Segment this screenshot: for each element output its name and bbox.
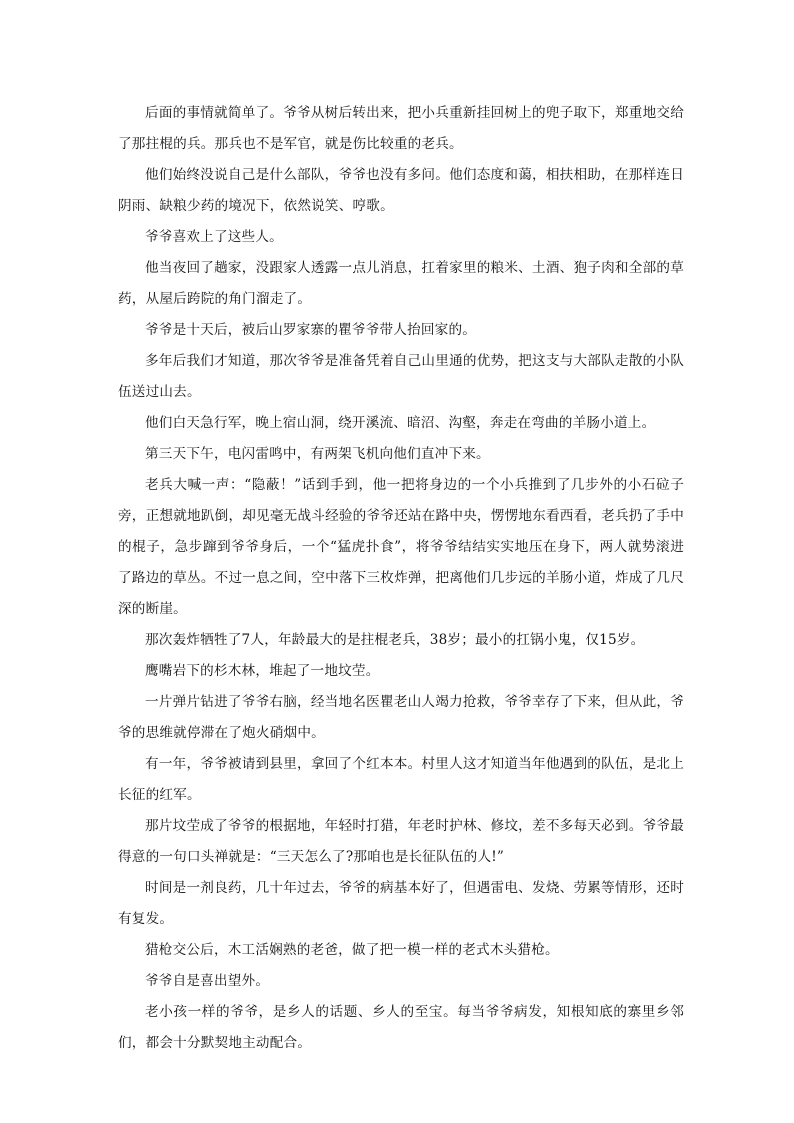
paragraph-8: 第三天下午，电闪雷鸣中，有两架飞机向他们直冲下来。	[145, 446, 490, 462]
paragraph-2: 他们始终没说自己是什么部队，爷爷也没有多问。他们态度和蔼，相扶相助，在那样连日阴雨、缺粮少药的境况下，依然说笑、哼歌。	[118, 167, 684, 214]
paragraph-11: 鹰嘴岩下的杉木林，堆起了一地坟茔。	[145, 663, 380, 679]
paragraph-15: 时间是一剂良药，几十年过去，爷爷的病基本好了，但遇雷电、发烧、劳累等情形，还时有复发。	[118, 880, 684, 927]
paragraph-13: 有一年，爷爷被请到县里，拿回了个红本本。村里人这才知道当年他遇到的队伍，是北上长征的红军。	[118, 756, 684, 803]
paragraph-4: 他当夜回了趟家，没跟家人透露一点儿消息，扛着家里的粮米、土酒、狍子肉和全部的草药，从屋后跨院的角门溜走了。	[118, 260, 684, 307]
paragraph-16: 猎枪交公后，木工活娴熟的老爸，做了把一模一样的老式木头猎枪。	[145, 942, 559, 958]
paragraph-1: 后面的事情就简单了。爷爷从树后转出来，把小兵重新挂回树上的兜子取下，郑重地交给了那拄棍的兵。那兵也不是军官，就是伤比较重的老兵。	[118, 105, 684, 152]
paragraph-3: 爷爷喜欢上了这些人。	[145, 229, 283, 245]
document-body	[118, 98, 684, 1059]
paragraph-12: 一片弹片钻进了爷爷右脑，经当地名医瞿老山人竭力抢救，爷爷幸存了下来，但从此，爷爷的思维就停滞在了炮火硝烟中。	[118, 694, 684, 741]
paragraph-7: 他们白天急行军，晚上宿山洞，绕开溪流、暗沼、沟壑，奔走在弯曲的羊肠小道上。	[145, 415, 656, 431]
paragraph-6: 多年后我们才知道，那次爷爷是准备凭着自己山里通的优势，把这支与大部队走散的小队伍送过山去。	[118, 353, 684, 400]
paragraph-5: 爷爷是十天后，被后山罗家寨的瞿爷爷带人抬回家的。	[145, 322, 477, 338]
paragraph-9: 老兵大喊一声：“隐蔽！”话到手到，他一把将身边的一个小兵推到了几步外的小石砬子旁，正想就地趴倒，却见毫无战斗经验的爷爷还站在路中央，愣愣地东看西看，老兵扔了手中的棍子，急步蹿到爷爷身后，一个“猛虎扑食”，将爷爷结结实实地压在身下，两人就势滚进了路边的草丛。不过一息之间，空中落下三枚炸弹，把离他们几步远的羊肠小道，炸成了几尺深的断崖。	[118, 477, 684, 617]
paragraph-14: 那片坟茔成了爷爷的根据地，年轻时打猎，年老时护林、修坟，差不多每天必到。爷爷最得意的一句口头禅就是：“三天怎么了?那咱也是长征队伍的人!”	[118, 818, 684, 865]
paragraph-10: 那次轰炸牺牲了7人，年龄最大的是拄棍老兵，38岁；最小的扛锅小鬼，仅15岁。	[145, 632, 645, 648]
paragraph-18: 老小孩一样的爷爷，是乡人的话题、乡人的至宝。每当爷爷病发，知根知底的寨里乡邻们，都会十分默契地主动配合。	[118, 1004, 684, 1051]
paragraph-17: 爷爷自是喜出望外。	[145, 973, 270, 989]
